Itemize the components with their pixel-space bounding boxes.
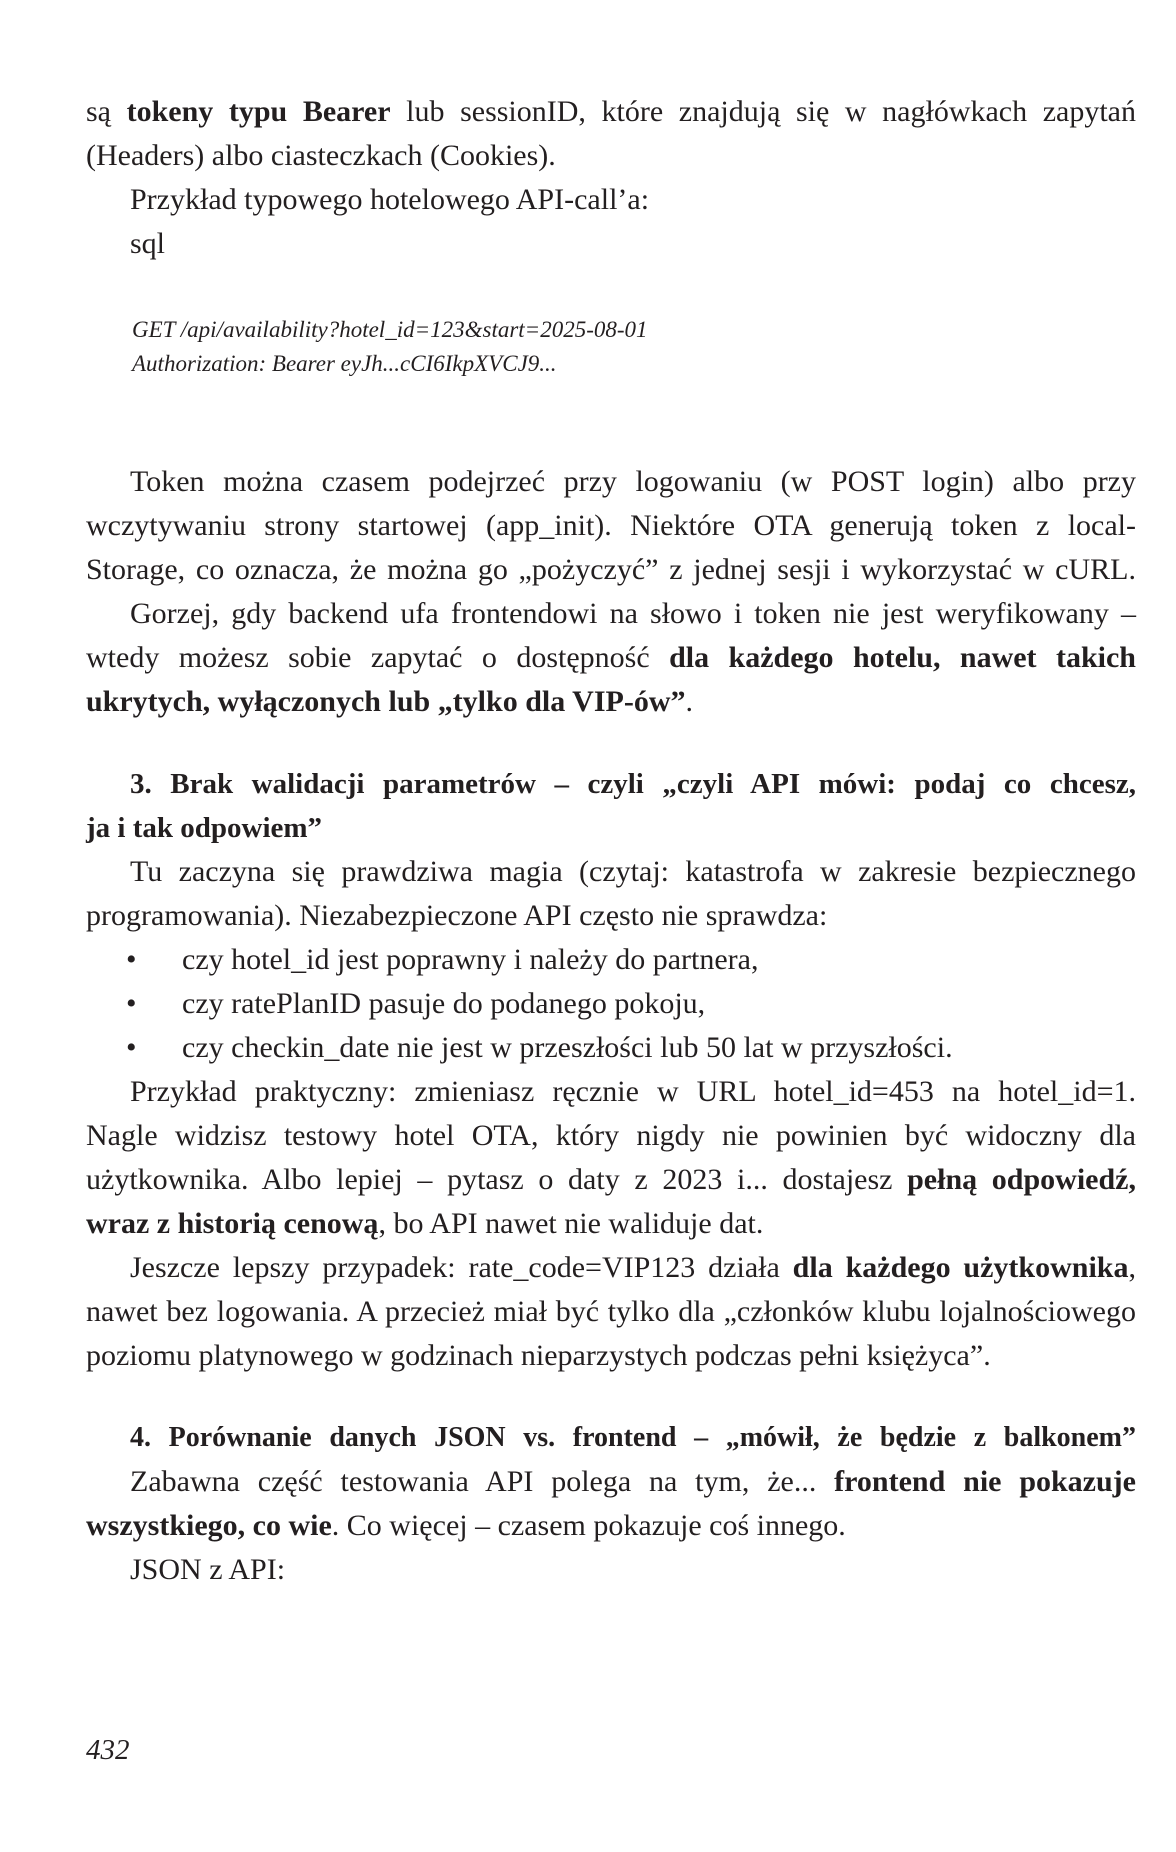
bold-text: dla każdego hotelu, nawet takich [669,641,1136,674]
bullet-item-1 [126,938,758,982]
bold-text: ukrytych, wyłączonych lub „tylko dla VIP-ów” [86,685,686,718]
section-3-heading-line-1: 3. Brak walidacji parametrów – czyli „czyli API mówi: podaj co chcesz, [130,768,1136,800]
bullet-icon: • [126,1031,137,1064]
text: . [685,685,694,718]
worse-line-2 [86,636,1136,680]
section-4-heading: 4. Porównanie danych JSON vs. frontend – „mówił, że będzie z balkonem” [130,1422,1136,1453]
token-line-3: Storage, co oznacza, że można go „pożyczyć” z jednej sesji i wykorzystać w cURL. [86,553,1136,586]
text: lub sessionID, które znajdują się w nagłówkach zapytań [390,95,1136,128]
section-3-intro-line-1: Tu zaczyna się prawdziwa magia (czytaj: katastrofa w zakresie bezpiecznego [130,855,1136,888]
text: , [1128,1251,1136,1284]
code-language-label: sql [130,227,166,260]
example-line-2: Nagle widzisz testowy hotel OTA, który nigdy nie powinien być widoczny dla [86,1119,1136,1152]
better-line-3: poziomu platynowego w godzinach nieparzystych podczas pełni księżyca”. [86,1339,991,1372]
worse-line-1: Gorzej, gdy backend ufa frontendowi na słowo i token nie jest weryfikowany – [130,597,1136,630]
token-line-1: Token można czasem podejrzeć przy logowaniu (w POST login) albo przy [130,465,1136,498]
intro-line-1 [86,90,1136,134]
example-line-4 [86,1202,763,1246]
code-line-2: Authorization: Bearer eyJh...cCI6IkpXVCJ9... [132,351,557,376]
section-4-line-1 [130,1460,1136,1504]
text: Jeszcze lepszy przypadek: rate_code=VIP123 działa [130,1251,793,1284]
bold-text: wraz z historią cenową [86,1207,379,1240]
text: użytkownika. Albo lepiej – pytasz o daty z 2023 i... dostajesz [86,1163,908,1196]
bold-text: pełną odpowiedź, [907,1163,1136,1196]
section-3-heading-line-2: ja i tak odpowiem” [86,812,323,844]
bullet-icon: • [126,987,137,1020]
text: Zabawna część testowania API polega na tym, że... [130,1465,835,1498]
bullet-item-3 [126,1026,953,1070]
page-number: 432 [86,1734,130,1766]
text: wtedy możesz sobie zapytać o dostępność [86,641,670,674]
json-label: JSON z API: [130,1553,286,1586]
better-line-1 [130,1246,1136,1290]
bullet-item-2 [126,982,705,1026]
text: , bo API nawet nie waliduje dat. [378,1207,764,1240]
text: czy ratePlanID pasuje do podanego pokoju, [182,987,706,1020]
example-line-3 [86,1158,1136,1202]
section-3-intro-line-2: programowania). Niezabezpieczone API często nie sprawdza: [86,899,828,932]
bold-text: frontend nie pokazuje [834,1465,1136,1498]
text: . Co więcej – czasem pokazuje coś innego. [331,1509,846,1542]
intro-line-2: (Headers) albo ciasteczkach (Cookies). [86,139,556,172]
worse-line-3 [86,680,693,724]
bold-text: dla każdego użytkownika [792,1251,1129,1284]
token-line-2: wczytywaniu strony startowej (app_init). Niektóre OTA generują token z local- [86,509,1136,542]
text: czy checkin_date nie jest w przeszłości lub 50 lat w przyszłości. [182,1031,953,1064]
bold-text: tokeny typu Bearer [126,95,391,128]
text: czy hotel_id jest poprawny i należy do partnera, [182,943,759,976]
example-label: Przykład typowego hotelowego API-call’a: [130,183,650,216]
text: są [86,95,127,128]
bold-text: wszystkiego, co wie [86,1509,332,1542]
example-line-1: Przykład praktyczny: zmieniasz ręcznie w URL hotel_id=453 na hotel_id=1. [130,1075,1136,1108]
section-4-line-2 [86,1504,846,1548]
bullet-icon: • [126,943,137,976]
better-line-2: nawet bez logowania. A przecież miał być tylko dla „członków klubu lojalnościowego [86,1295,1136,1328]
code-line-1: GET /api/availability?hotel_id=123&start=2025-08-01 [132,317,648,342]
